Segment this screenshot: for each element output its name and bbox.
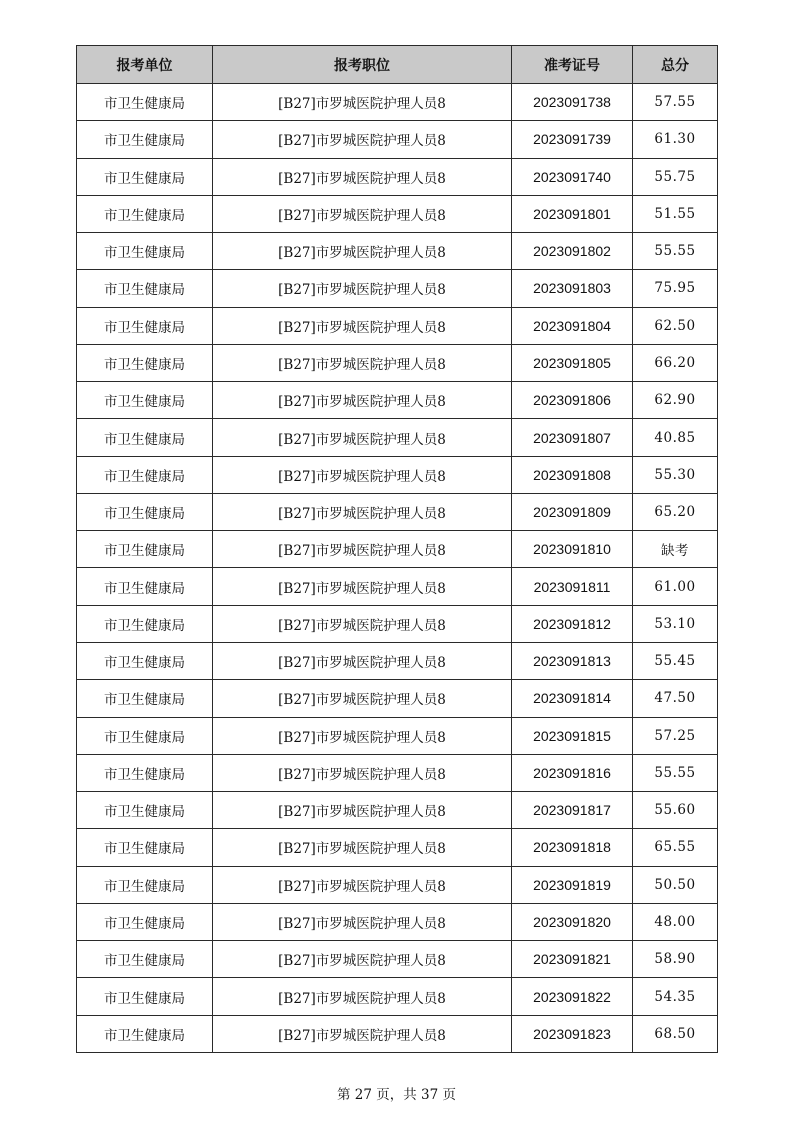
table-row <box>77 754 718 791</box>
cell-unit: 市卫生健康局 <box>77 531 213 568</box>
cell-unit: 市卫生健康局 <box>77 568 213 605</box>
cell-score: 55.55 <box>633 233 718 270</box>
results-table <box>76 45 718 1053</box>
cell-score: 54.35 <box>633 978 718 1015</box>
cell-score: 51.55 <box>633 195 718 232</box>
cell-position: [B27]市罗城医院护理人员8 <box>213 344 512 381</box>
cell-score: 55.45 <box>633 642 718 679</box>
cell-unit: 市卫生健康局 <box>77 866 213 903</box>
cell-unit: 市卫生健康局 <box>77 680 213 717</box>
cell-unit: 市卫生健康局 <box>77 195 213 232</box>
cell-exam-id: 2023091804 <box>512 307 633 344</box>
cell-unit: 市卫生健康局 <box>77 270 213 307</box>
cell-score: 55.60 <box>633 792 718 829</box>
header-unit: 报考单位 <box>77 46 213 84</box>
cell-score: 40.85 <box>633 419 718 456</box>
cell-score: 47.50 <box>633 680 718 717</box>
cell-exam-id: 2023091801 <box>512 195 633 232</box>
cell-score: 57.55 <box>633 84 718 121</box>
cell-score: 65.55 <box>633 829 718 866</box>
cell-score: 61.30 <box>633 121 718 158</box>
table-row <box>77 307 718 344</box>
table-row <box>77 158 718 195</box>
table-row <box>77 382 718 419</box>
cell-unit: 市卫生健康局 <box>77 829 213 866</box>
cell-unit: 市卫生健康局 <box>77 344 213 381</box>
cell-position: [B27]市罗城医院护理人员8 <box>213 270 512 307</box>
cell-position: [B27]市罗城医院护理人员8 <box>213 158 512 195</box>
cell-unit: 市卫生健康局 <box>77 456 213 493</box>
table-row <box>77 941 718 978</box>
table-row <box>77 270 718 307</box>
cell-exam-id: 2023091808 <box>512 456 633 493</box>
cell-score: 缺考 <box>633 531 718 568</box>
table-row <box>77 829 718 866</box>
cell-unit: 市卫生健康局 <box>77 978 213 1015</box>
cell-score: 48.00 <box>633 903 718 940</box>
table-row <box>77 121 718 158</box>
table-row <box>77 680 718 717</box>
table-header-row <box>77 46 718 84</box>
cell-position: [B27]市罗城医院护理人员8 <box>213 195 512 232</box>
cell-position: [B27]市罗城医院护理人员8 <box>213 680 512 717</box>
cell-position: [B27]市罗城医院护理人员8 <box>213 419 512 456</box>
table-row <box>77 456 718 493</box>
cell-score: 75.95 <box>633 270 718 307</box>
table-row <box>77 1015 718 1052</box>
cell-exam-id: 2023091812 <box>512 605 633 642</box>
header-exam-id: 准考证号 <box>512 46 633 84</box>
cell-score: 53.10 <box>633 605 718 642</box>
cell-exam-id: 2023091740 <box>512 158 633 195</box>
cell-score: 57.25 <box>633 717 718 754</box>
cell-exam-id: 2023091805 <box>512 344 633 381</box>
cell-unit: 市卫生健康局 <box>77 1015 213 1052</box>
cell-unit: 市卫生健康局 <box>77 121 213 158</box>
cell-position: [B27]市罗城医院护理人员8 <box>213 121 512 158</box>
cell-score: 66.20 <box>633 344 718 381</box>
cell-score: 68.50 <box>633 1015 718 1052</box>
table-row <box>77 605 718 642</box>
table-row <box>77 568 718 605</box>
cell-position: [B27]市罗城医院护理人员8 <box>213 1015 512 1052</box>
cell-unit: 市卫生健康局 <box>77 84 213 121</box>
table-row <box>77 866 718 903</box>
cell-unit: 市卫生健康局 <box>77 903 213 940</box>
cell-score: 55.75 <box>633 158 718 195</box>
cell-exam-id: 2023091806 <box>512 382 633 419</box>
cell-position: [B27]市罗城医院护理人员8 <box>213 307 512 344</box>
table-row <box>77 531 718 568</box>
cell-exam-id: 2023091803 <box>512 270 633 307</box>
cell-unit: 市卫生健康局 <box>77 941 213 978</box>
cell-position: [B27]市罗城医院护理人员8 <box>213 84 512 121</box>
cell-position: [B27]市罗城医院护理人员8 <box>213 568 512 605</box>
cell-unit: 市卫生健康局 <box>77 754 213 791</box>
table-row <box>77 84 718 121</box>
cell-position: [B27]市罗城医院护理人员8 <box>213 754 512 791</box>
cell-position: [B27]市罗城医院护理人员8 <box>213 493 512 530</box>
cell-score: 62.50 <box>633 307 718 344</box>
table-row <box>77 419 718 456</box>
cell-position: [B27]市罗城医院护理人员8 <box>213 642 512 679</box>
table-body <box>77 84 718 1053</box>
table-row <box>77 903 718 940</box>
page-number: 第 27 页，共 37 页 <box>336 1087 457 1103</box>
cell-position: [B27]市罗城医院护理人员8 <box>213 903 512 940</box>
table-row <box>77 642 718 679</box>
cell-score: 58.90 <box>633 941 718 978</box>
cell-unit: 市卫生健康局 <box>77 419 213 456</box>
cell-exam-id: 2023091823 <box>512 1015 633 1052</box>
cell-unit: 市卫生健康局 <box>77 717 213 754</box>
cell-exam-id: 2023091820 <box>512 903 633 940</box>
cell-position: [B27]市罗城医院护理人员8 <box>213 531 512 568</box>
cell-score: 55.55 <box>633 754 718 791</box>
cell-exam-id: 2023091738 <box>512 84 633 121</box>
cell-exam-id: 2023091817 <box>512 792 633 829</box>
cell-exam-id: 2023091739 <box>512 121 633 158</box>
cell-exam-id: 2023091813 <box>512 642 633 679</box>
table-header <box>77 46 718 84</box>
cell-unit: 市卫生健康局 <box>77 307 213 344</box>
cell-position: [B27]市罗城医院护理人员8 <box>213 717 512 754</box>
table-row <box>77 233 718 270</box>
cell-exam-id: 2023091809 <box>512 493 633 530</box>
cell-exam-id: 2023091822 <box>512 978 633 1015</box>
cell-position: [B27]市罗城医院护理人员8 <box>213 829 512 866</box>
cell-exam-id: 2023091816 <box>512 754 633 791</box>
cell-exam-id: 2023091819 <box>512 866 633 903</box>
cell-score: 55.30 <box>633 456 718 493</box>
cell-score: 62.90 <box>633 382 718 419</box>
cell-unit: 市卫生健康局 <box>77 493 213 530</box>
cell-exam-id: 2023091815 <box>512 717 633 754</box>
cell-score: 61.00 <box>633 568 718 605</box>
cell-unit: 市卫生健康局 <box>77 642 213 679</box>
table-row <box>77 717 718 754</box>
table-row <box>77 792 718 829</box>
cell-position: [B27]市罗城医院护理人员8 <box>213 233 512 270</box>
cell-position: [B27]市罗城医院护理人员8 <box>213 941 512 978</box>
cell-exam-id: 2023091821 <box>512 941 633 978</box>
cell-exam-id: 2023091807 <box>512 419 633 456</box>
cell-exam-id: 2023091818 <box>512 829 633 866</box>
cell-unit: 市卫生健康局 <box>77 233 213 270</box>
cell-unit: 市卫生健康局 <box>77 158 213 195</box>
cell-unit: 市卫生健康局 <box>77 382 213 419</box>
cell-score: 65.20 <box>633 493 718 530</box>
cell-position: [B27]市罗城医院护理人员8 <box>213 978 512 1015</box>
cell-position: [B27]市罗城医院护理人员8 <box>213 866 512 903</box>
cell-score: 50.50 <box>633 866 718 903</box>
cell-exam-id: 2023091802 <box>512 233 633 270</box>
cell-position: [B27]市罗城医院护理人员8 <box>213 605 512 642</box>
header-position: 报考职位 <box>213 46 512 84</box>
cell-exam-id: 2023091814 <box>512 680 633 717</box>
cell-position: [B27]市罗城医院护理人员8 <box>213 792 512 829</box>
table-row <box>77 978 718 1015</box>
cell-unit: 市卫生健康局 <box>77 605 213 642</box>
table-row <box>77 344 718 381</box>
cell-exam-id: 2023091810 <box>512 531 633 568</box>
header-score: 总分 <box>633 46 718 84</box>
cell-position: [B27]市罗城医院护理人员8 <box>213 456 512 493</box>
cell-exam-id: 2023091811 <box>512 568 633 605</box>
table-row <box>77 195 718 232</box>
cell-unit: 市卫生健康局 <box>77 792 213 829</box>
table-row <box>77 493 718 530</box>
cell-position: [B27]市罗城医院护理人员8 <box>213 382 512 419</box>
